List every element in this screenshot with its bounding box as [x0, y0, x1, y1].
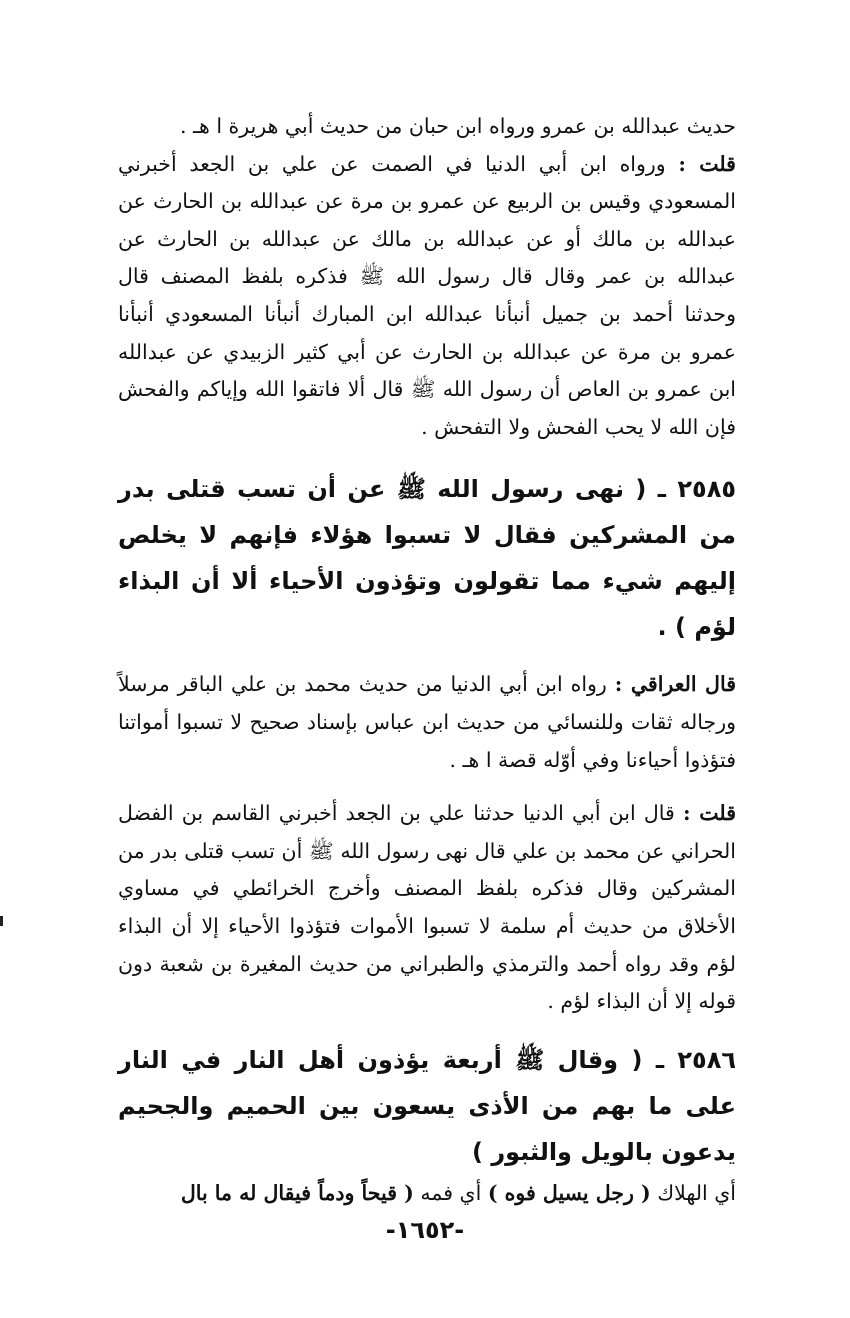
paragraph-1: حديث عبدالله بن عمرو ورواه ابن حبان من حديث أبي هريرة ا هـ . — [179, 114, 736, 138]
hadith-2586: ٢٥٨٦ ـ ( وقال ﷺ أربعة يؤذون أهل النار في النار على ما بهم من الأذى يسعون بين الحميم والجحيم يدعون بالويل والثبور ) — [118, 1045, 736, 1166]
page-number: -١٦٥٢- — [385, 1216, 465, 1244]
iraqi-label: قال العراقي : — [614, 672, 737, 697]
qultu-label-2: قلت : — [682, 801, 736, 826]
gloss-1: أي الهلاك — [650, 1180, 736, 1205]
paragraph-4 — [118, 795, 736, 1021]
matn-1: ( رجل يسيل فوه ) — [487, 1180, 651, 1205]
paragraph-2-text: ورواه ابن أبي الدنيا في الصمت عن علي بن الجعد أخبرني المسعودي وقيس بن الربيع عن عمرو بن مرة عن عبدالله بن الحارث عن عبدالله بن مالك أو عن عبدالله بن مالك عن عبدالله بن الحارث عن عبدالله بن عمر وقال قال رسول الله ﷺ فذكره بلفظ المصنف قال وحدثنا أحمد بن جميل أنبأنا عبدالله ابن المبارك أنبأنا المسعودي أنبأنا عمرو بن مرة عن عبدالله بن الحارث عن أبي كثير الزبيدي عن عبدالله ابن عمرو بن العاص أن رسول الله ﷺ قال ألا فاتقوا الله وإياكم والفحش فإن الله لا يحب الفحش ولا التفحش . — [118, 151, 736, 439]
paragraph-5 — [118, 1175, 736, 1213]
hadith-2585: ٢٥٨٥ ـ ( نهى رسول الله ﷺ عن أن تسب قتلى بدر من المشركين فقال لا تسبوا هؤلاء فإنهم لا يخلص إليهم شيء مما تقولون وتؤذون الأحياء ألا أن البذاء لؤم ) . — [118, 475, 736, 642]
scan-mark — [0, 916, 3, 926]
paragraph-3-text: رواه ابن أبي الدنيا من حديث محمد بن علي الباقر مرسلاً ورجاله ثقات وللنسائي من حديث ابن عباس بإسناد صحيح لا تسبوا أمواتنا فتؤذوا أحياءنا وفي أوّله قصة ا هـ . — [118, 672, 736, 772]
paragraph-4-text: قال ابن أبي الدنيا حدثنا علي بن الجعد أخبرني القاسم بن الفضل الحراني عن محمد بن علي قال نهى رسول الله ﷺ أن تسب قتلى بدر من المشركين وقال فذكره بلفظ المصنف وأخرج الخرائطي في مساوي الأخلاق من حديث أم سلمة لا تسبوا الأموات فتؤذوا الأحياء إلا أن البذاء لؤم وقد رواه أحمد والترمذي والطبراني من حديث المغيرة بن شعبة دون قوله إلا أن البذاء لؤم . — [118, 801, 736, 1014]
page-body — [118, 108, 736, 1212]
gloss-2: أي فمه — [413, 1180, 488, 1205]
paragraph-3 — [118, 666, 736, 779]
qultu-label: قلت : — [678, 151, 736, 176]
matn-2: ( قيحاً ودماً فيقال له ما بال — [180, 1180, 414, 1205]
paragraph-2 — [118, 146, 736, 447]
